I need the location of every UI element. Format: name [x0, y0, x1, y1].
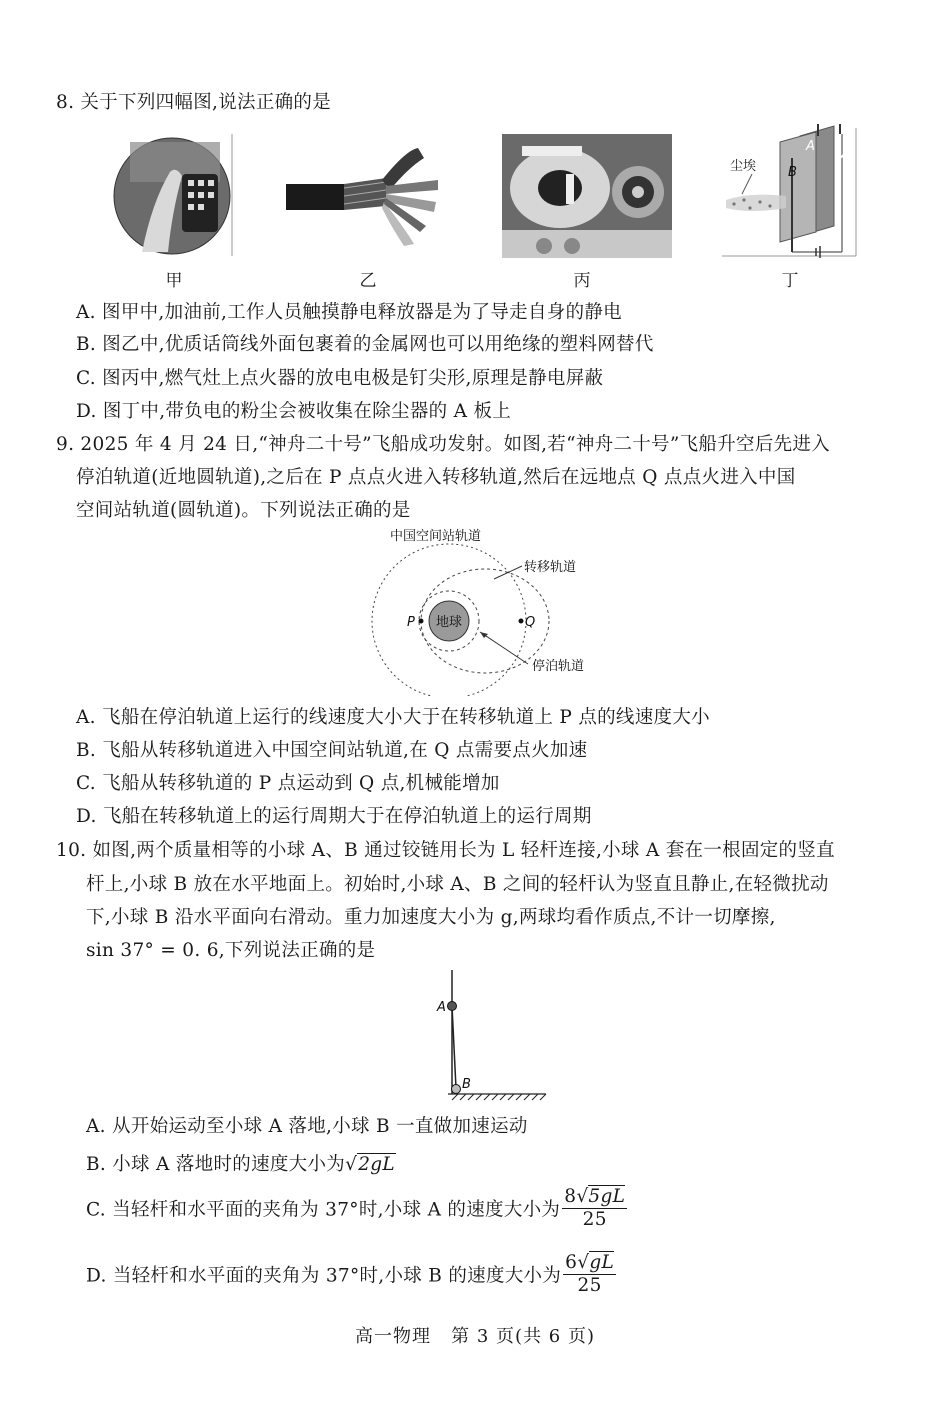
q9-q-label: Q — [525, 615, 536, 630]
q10-rod-diagram — [430, 966, 550, 1106]
q8-figure-jia — [112, 132, 236, 258]
q8-option-d: D. 图丁中,带负电的粉尘会被收集在除尘器的 A 板上 — [76, 401, 512, 422]
q10-option-d-text: D. 当轻杆和水平面的夹角为 37°时,小球 B 的速度大小为 — [86, 1265, 562, 1287]
q8-figure-ding — [720, 122, 860, 260]
q10-option-d-fraction: $\frac{6√gL}{25}$ — [565, 1252, 615, 1296]
q8-option-c: C. 图丙中,燃气灶上点火器的放电电极是钉尖形,原理是静电屏蔽 — [76, 368, 604, 389]
q10-option-c — [86, 1186, 627, 1231]
q10-option-c-text: C. 当轻杆和水平面的夹角为 37°时,小球 A 的速度大小为 — [86, 1199, 561, 1221]
q9-option-c: C. 飞船从转移轨道的 P 点运动到 Q 点,机械能增加 — [76, 773, 500, 794]
q8-ding-dust-label: 尘埃 — [730, 159, 757, 174]
q8-caption-ding: 丁 — [781, 271, 799, 291]
q8-figure-yi — [286, 140, 442, 250]
q10-stem-line-3: 下,小球 B 沿水平面向右滑动。重力加速度大小为 g,两球均看作质点,不计一切摩擦, — [86, 907, 776, 928]
q8-option-b: B. 图乙中,优质话筒线外面包裹着的金属网也可以用绝缘的塑料网替代 — [76, 334, 654, 355]
q8-ding-b-label: B — [788, 165, 797, 180]
q10-option-d-root: gL — [589, 1252, 615, 1273]
q10-ball-a — [448, 1002, 457, 1011]
q10-option-d — [86, 1252, 616, 1297]
q9-station-orbit-label: 中国空间站轨道 — [390, 529, 482, 544]
q9-stem-line-3: 空间站轨道(圆轨道)。下列说法正确的是 — [76, 500, 411, 521]
q9-orbit-diagram — [370, 524, 630, 696]
q9-option-a: A. 飞船在停泊轨道上运行的线速度大小大于在转移轨道上 P 点的线速度大小 — [76, 707, 710, 728]
q8-caption-bing: 丙 — [573, 271, 591, 291]
q10-stem-line-1: 10. 如图,两个质量相等的小球 A、B 通过铰链用长为 L 轻杆连接,小球 A 套在一根固定的竖直 — [56, 840, 835, 861]
q10-option-b-root: 2gL — [358, 1154, 395, 1175]
q9-stem-line-2: 停泊轨道(近地圆轨道),之后在 P 点点火进入转移轨道,然后在远地点 Q 点点火进入中国 — [76, 467, 796, 488]
q9-stem-line-1: 9. 2025 年 4 月 24 日,“神舟二十号”飞船成功发射。如图,若“神舟二十号”飞船升空后先进入 — [56, 434, 831, 455]
q10-option-a: A. 从开始运动至小球 A 落地,小球 B 一直做加速运动 — [86, 1116, 528, 1137]
q10-stem-line-2: 杆上,小球 B 放在水平地面上。初始时,小球 A、B 之间的轻杆认为竖直且静止,在轻微扰动 — [86, 874, 829, 895]
q9-earth-label: 地球 — [435, 615, 463, 630]
q9-parking-orbit-label: 停泊轨道 — [532, 659, 585, 674]
q9-point-p — [419, 619, 424, 624]
q10-ball-b — [452, 1085, 461, 1094]
q10-option-b: B. 小球 A 落地时的速度大小为√2gL — [86, 1154, 395, 1175]
q10-option-d-coef: 6 — [565, 1252, 578, 1273]
q9-point-q — [519, 619, 524, 624]
q10-option-c-coef: 8 — [564, 1186, 577, 1207]
q8-option-a: A. 图甲中,加油前,工作人员触摸静电释放器是为了导走自身的静电 — [76, 302, 622, 323]
q8-figure-bing — [502, 134, 672, 258]
q10-stem-line-4: sin 37° = 0. 6,下列说法正确的是 — [86, 940, 376, 961]
q10-option-c-root: 5gL — [588, 1186, 626, 1207]
q8-stem: 8. 关于下列四幅图,说法正确的是 — [56, 92, 332, 113]
q10-option-c-fraction: $\frac{8√5gL}{25}$ — [564, 1186, 626, 1230]
q10-a-label: A — [437, 1000, 446, 1015]
q8-ding-a1-label: A — [806, 139, 815, 154]
q9-option-d: D. 飞船在转移轨道上的运行周期大于在停泊轨道上的运行周期 — [76, 806, 592, 827]
q9-p-label: P — [407, 615, 415, 630]
q10-option-b-text: B. 小球 A 落地时的速度大小为 — [86, 1154, 346, 1175]
page-footer: 高一物理 第 3 页(共 6 页) — [354, 1326, 595, 1347]
q10-option-c-den: 25 — [582, 1209, 607, 1230]
q8-caption-jia: 甲 — [165, 271, 183, 291]
q8-ding-a2-label: A — [840, 149, 849, 164]
q9-option-b: B. 飞船从转移轨道进入中国空间站轨道,在 Q 点需要点火加速 — [76, 740, 588, 761]
q9-transfer-orbit-label: 转移轨道 — [524, 560, 577, 575]
q8-caption-yi: 乙 — [359, 271, 377, 291]
q10-b-label: B — [462, 1077, 471, 1092]
q10-option-d-den: 25 — [577, 1275, 602, 1296]
